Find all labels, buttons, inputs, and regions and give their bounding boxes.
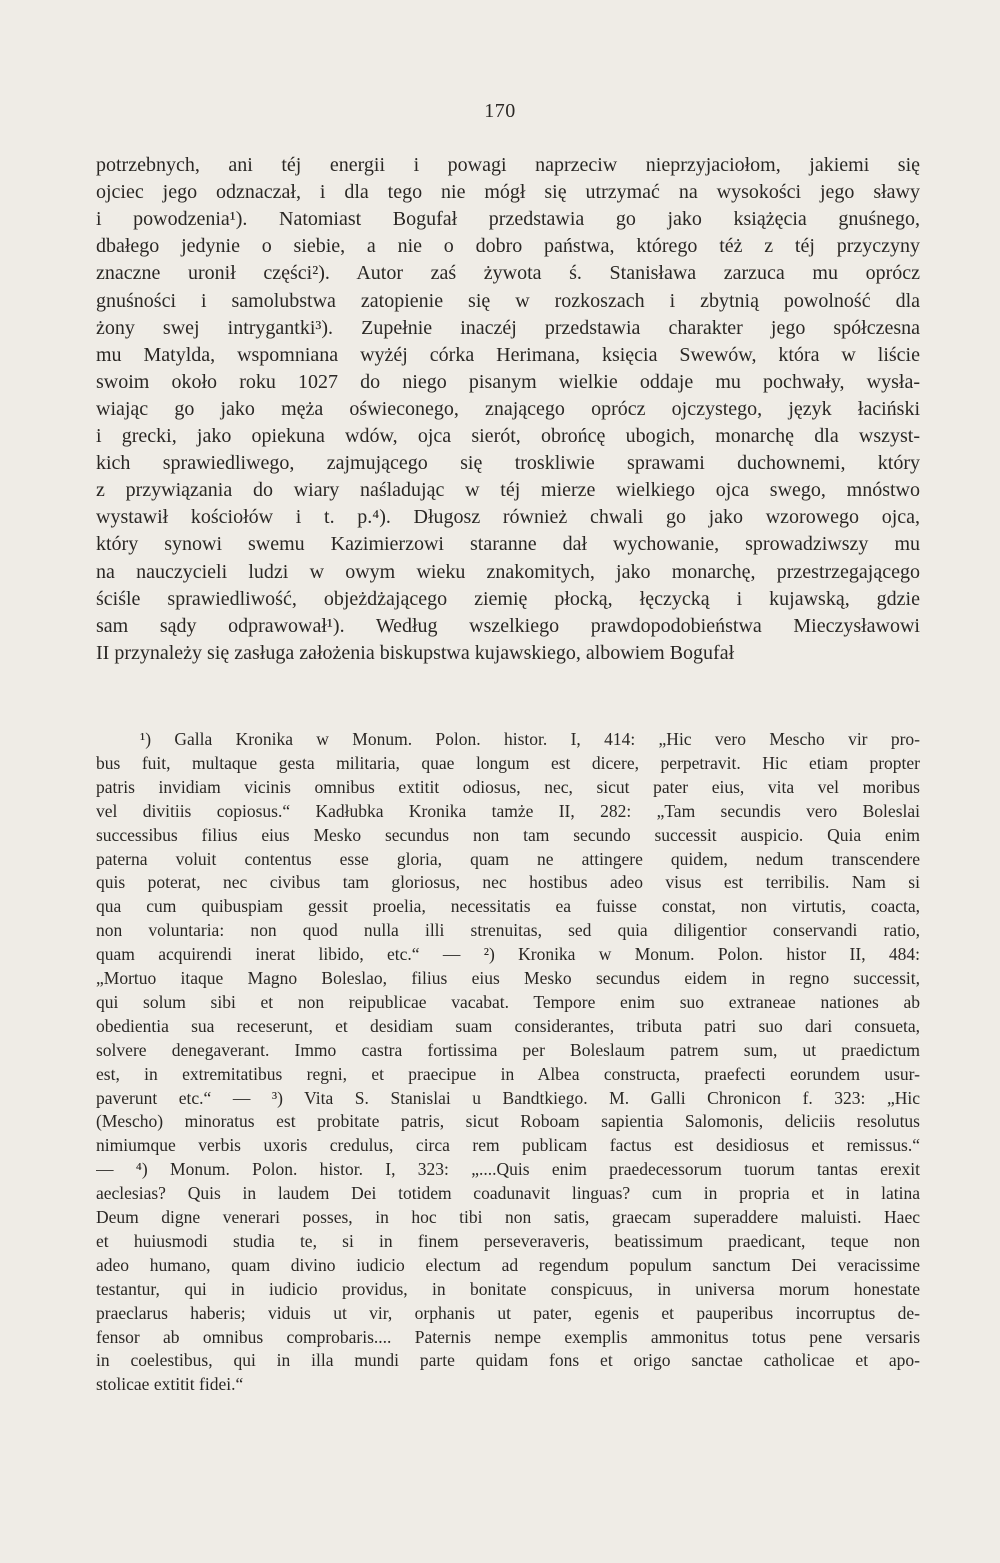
main-text-line: II przynależy się zasługa założenia biskupstwa kujawskiego, albowiem Bogufał <box>96 641 735 664</box>
main-text-line: wystawił kościołów i t. p.⁴). Długosz również chwali go jako wzorowego ojca, <box>96 506 920 529</box>
footnote-line: non voluntaria: non quod nulla illi strenuitas, sed quia diligentior conservandi ratio, <box>96 920 920 941</box>
main-text-line: i powodzenia¹). Natomiast Bogufał przedstawia go jako książęcia gnuśnego, <box>96 208 920 231</box>
footnote-line: qui solum sibi et non reipublicae vacabat. Tempore enim suo extraneae nationes ab <box>96 991 920 1012</box>
footnote-line: ¹) Galla Kronika w Monum. Polon. histor. I, 414: „Hic vero Mescho vir pro- <box>140 729 920 749</box>
footnote-line: nimiumque verbis uxoris credulus, circa rem publicam factus est desidiosus et remissus.“ <box>96 1135 920 1156</box>
footnote-line: quis poterat, nec civibus tam gloriosus, nec hostibus adeo visus est terribilis. Nam si <box>96 872 920 893</box>
footnote-line: quam acquirendi inerat libido, etc.“ — ²) Kronika w Monum. Polon. histor II, 484: <box>96 944 920 965</box>
footnote-line: — ⁴) Monum. Polon. histor. I, 323: „....Quis enim praedecessorum tuorum tantas erexit <box>96 1159 920 1180</box>
footnote-line: qua cum quibuspiam gessit proelia, necessitatis ea fuisse constat, non virtutis, coacta, <box>96 896 920 917</box>
main-text-line: ściśle sprawiedliwość, objeżdżającego ziemię płocką, łęczycką i kujawską, gdzie <box>96 587 920 610</box>
main-text-line: znaczne uronił części²). Autor zaś żywota ś. Stanisława zarzuca mu oprócz <box>96 262 920 285</box>
footnote-line: paterna voluit contentus esse gloria, quam ne attingere quidem, nedum transcendere <box>96 848 920 869</box>
footnote-line: testantur, qui in iudicio providus, in bonitate conspicuus, in universa morum honestate <box>96 1278 920 1299</box>
footnote-line: patris invidiam vicinis omnibus extitit odiosus, nec, sicut pater eius, vita vel moribus <box>96 776 920 797</box>
footnote-line: et huiusmodi studia te, si in finem perseveraveris, beatissimum praedicant, teque non <box>96 1230 920 1251</box>
main-text-line: żony swej intrygantki³). Zupełnie inaczéj przedstawia charakter jego spółczesna <box>96 316 920 339</box>
footnote-line: aeclesias? Quis in laudem Dei totidem coadunavit linguas? cum in propria et in latina <box>96 1183 920 1204</box>
footnote-line: praeclarus haberis; viduis ut vir, orphanis ut pater, egenis et pauperibus incorruptus de- <box>96 1302 920 1323</box>
footnote-line: fensor ab omnibus comprobaris.... Paternis nempe exemplis ammonitus totus pene versaris <box>96 1326 920 1347</box>
main-text-line: swoim około roku 1027 do niego pisanym wielkie oddaje mu pochwały, wysła- <box>96 370 920 393</box>
main-text-line: z przywiązania do wiary naśladując w téj mierze wielkiego ojca swego, mnóstwo <box>96 479 920 502</box>
footnote-line: Deum digne venerari posses, in hoc tibi non satis, graecam superaddere maluisti. Haec <box>96 1207 920 1227</box>
footnote-line: solvere denegaverant. Immo castra fortissima per Boleslaum patrem sum, ut praedictum <box>96 1039 920 1060</box>
footnote-line: vel divitiis copiosus.“ Kadłubka Kronika tamże II, 282: „Tam secundis vero Boleslai <box>96 800 920 821</box>
footnote-line: paverunt etc.“ — ³) Vita S. Stanislai u Bandtkiego. M. Galli Chronicon f. 323: „Hic <box>96 1087 920 1108</box>
footnote-line: successibus filius eius Mesko secundus non tam secundo successit auspicio. Quia enim <box>96 824 920 845</box>
footnote-line: bus fuit, multaque gesta militaria, quae longum est dicere, perpetravit. Hic etiam propter <box>96 752 920 773</box>
footnote-line: est, in extremitatibus regni, et praecipue in Albea constructa, praefecti eorundem usur- <box>96 1063 920 1084</box>
main-text-line: mu Matylda, wspomniana wyżéj córka Herimana, księcia Swewów, która w liście <box>96 343 920 366</box>
main-text-line: na nauczycieli ludzi w owym wieku znakomitych, jako monarchę, przestrzegającego <box>96 560 920 583</box>
footnote-line: (Mescho) minoratus est probitate patris, sicut Roboam sapientia Salomonis, deliciis resolutus <box>96 1111 920 1132</box>
footnote-line: obedientia sua receserunt, et desidiam suam considerantes, tributa patri suo dari consueta, <box>96 1015 920 1036</box>
main-text-line: sam sądy odprawował¹). Według wszelkiego prawdopodobieństwa Mieczysławowi <box>96 614 920 637</box>
footnote-line: in coelestibus, qui in illa mundi parte quidam fons et origo sanctae catholicae et apo- <box>96 1350 920 1371</box>
main-text-line: wiając go jako męża oświeconego, znającego oprócz ojczystego, język łaciński <box>96 397 920 420</box>
main-text-line: potrzebnych, ani téj energii i powagi naprzeciw nieprzyjaciołom, jakiemi się <box>96 154 920 176</box>
main-text-line: gnuśności i samolubstwa zatopienie się w rozkoszach i zbytnią powolność dla <box>96 289 920 312</box>
footnote-line: „Mortuo itaque Magno Boleslao, filius eius Mesko secundus eidem in regno successit, <box>96 968 920 988</box>
footnote-line: adeo humano, quam divino iudicio electum ad regendum populum sanctum Dei veracissime <box>96 1254 920 1275</box>
page-number: 170 <box>484 100 516 122</box>
main-text-line: kich sprawiedliwego, zajmującego się troskliwie sprawami duchownemi, który <box>96 452 920 475</box>
main-text-line: dbałego jedynie o siebie, a nie o dobro państwa, którego téż z téj przyczyny <box>96 235 920 258</box>
main-text-line: który synowi swemu Kazimierzowi staranne dał wychowanie, sprowadziwszy mu <box>96 533 920 556</box>
main-text-line: ojciec jego odznaczał, i dla tego nie mógł się utrzymać na wysokości jego sławy <box>96 181 920 204</box>
main-text-line: i grecki, jako opiekuna wdów, ojca sierót, obrońcę ubogich, monarchę dla wszyst- <box>96 425 920 447</box>
footnote-line: stolicae extitit fidei.“ <box>96 1374 244 1395</box>
